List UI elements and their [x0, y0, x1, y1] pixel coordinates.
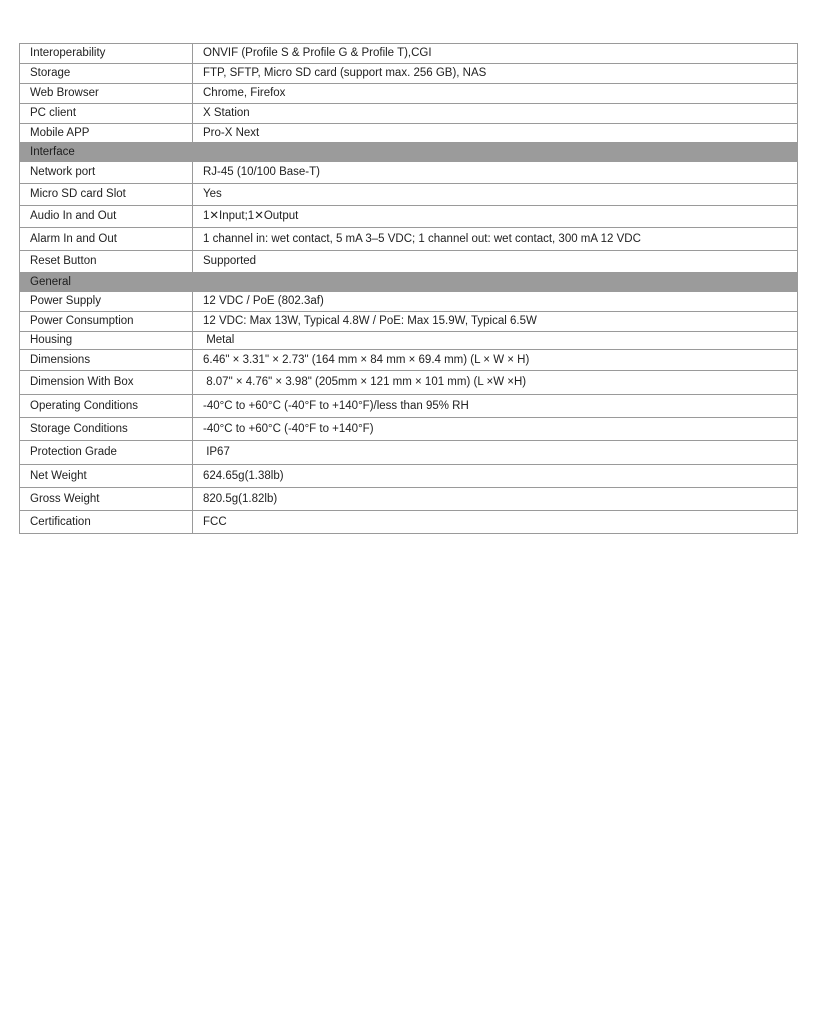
spec-label: Micro SD card Slot	[20, 184, 193, 206]
spec-value: 1 channel in: wet contact, 5 mA 3–5 VDC; 1 channel out: wet contact, 300 mA 12 VDC	[193, 228, 798, 251]
spec-row	[20, 312, 798, 332]
spec-label: Power Supply	[20, 292, 193, 312]
spec-label: Dimension With Box	[20, 371, 193, 395]
spec-label: Operating Conditions	[20, 395, 193, 418]
spec-label: Storage	[20, 64, 193, 84]
spec-label: Gross Weight	[20, 488, 193, 511]
spec-value: IP67	[193, 441, 798, 465]
spec-value: Yes	[193, 184, 798, 206]
spec-row	[20, 332, 798, 350]
spec-value: 12 VDC / PoE (802.3af)	[193, 292, 798, 312]
spec-row	[20, 465, 798, 488]
spec-row	[20, 418, 798, 441]
spec-label: Web Browser	[20, 84, 193, 104]
spec-row	[20, 395, 798, 418]
spec-row	[20, 124, 798, 143]
spec-value: 1✕Input;1✕Output	[193, 206, 798, 228]
spec-value: 820.5g(1.82lb)	[193, 488, 798, 511]
spec-value: Pro-X Next	[193, 124, 798, 143]
section-header-row	[20, 143, 798, 162]
spec-value: Chrome, Firefox	[193, 84, 798, 104]
spec-label: Protection Grade	[20, 441, 193, 465]
spec-value: Supported	[193, 251, 798, 273]
spec-row	[20, 488, 798, 511]
spec-label: Storage Conditions	[20, 418, 193, 441]
spec-label: Net Weight	[20, 465, 193, 488]
spec-row	[20, 64, 798, 84]
spec-label: Network port	[20, 162, 193, 184]
spec-value: X Station	[193, 104, 798, 124]
spec-value: 624.65g(1.38lb)	[193, 465, 798, 488]
spec-row	[20, 206, 798, 228]
spec-label: Reset Button	[20, 251, 193, 273]
spec-row	[20, 511, 798, 534]
spec-row	[20, 371, 798, 395]
spec-label: Dimensions	[20, 350, 193, 371]
spec-value: FTP, SFTP, Micro SD card (support max. 256 GB), NAS	[193, 64, 798, 84]
spec-row	[20, 251, 798, 273]
spec-row	[20, 84, 798, 104]
spec-row	[20, 44, 798, 64]
spec-value: ONVIF (Profile S & Profile G & Profile T),CGI	[193, 44, 798, 64]
spec-row	[20, 162, 798, 184]
spec-table-body	[20, 44, 798, 534]
spec-row	[20, 350, 798, 371]
spec-value: 6.46" × 3.31" × 2.73" (164 mm × 84 mm × 69.4 mm) (L × W × H)	[193, 350, 798, 371]
spec-value: Metal	[193, 332, 798, 350]
spec-row	[20, 292, 798, 312]
spec-row	[20, 104, 798, 124]
spec-label: Certification	[20, 511, 193, 534]
spec-label: Housing	[20, 332, 193, 350]
spec-value: -40°C to +60°C (-40°F to +140°F)	[193, 418, 798, 441]
section-title: Interface	[20, 143, 798, 162]
spec-value: 8.07" × 4.76" × 3.98" (205mm × 121 mm × 101 mm) (L ×W ×H)	[193, 371, 798, 395]
spec-value: 12 VDC: Max 13W, Typical 4.8W / PoE: Max 15.9W, Typical 6.5W	[193, 312, 798, 332]
spec-table	[19, 43, 798, 534]
spec-value: RJ-45 (10/100 Base-T)	[193, 162, 798, 184]
section-title: General	[20, 273, 798, 292]
spec-row	[20, 228, 798, 251]
section-header-row	[20, 273, 798, 292]
spec-value: FCC	[193, 511, 798, 534]
spec-label: Mobile APP	[20, 124, 193, 143]
spec-value: -40°C to +60°C (-40°F to +140°F)/less than 95% RH	[193, 395, 798, 418]
spec-label: Audio In and Out	[20, 206, 193, 228]
spec-label: Interoperability	[20, 44, 193, 64]
spec-label: Power Consumption	[20, 312, 193, 332]
spec-label: Alarm In and Out	[20, 228, 193, 251]
spec-label: PC client	[20, 104, 193, 124]
spec-row	[20, 184, 798, 206]
spec-row	[20, 441, 798, 465]
